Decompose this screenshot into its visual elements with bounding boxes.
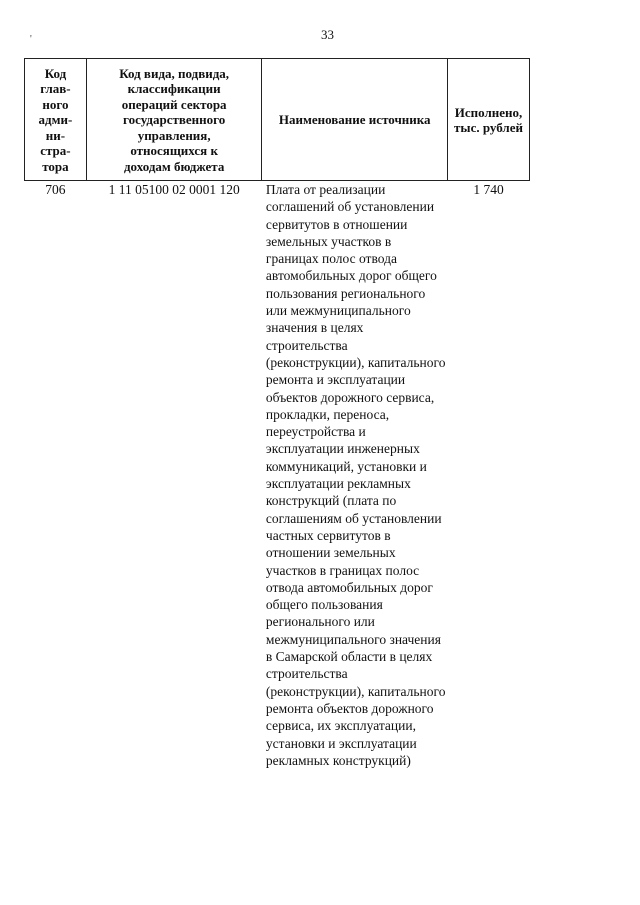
- header-admin-code: [25, 59, 87, 181]
- page-number: 33: [321, 27, 334, 42]
- header-source-name-label: Наименование источника: [278, 112, 431, 128]
- header-executed-label: Исполнено, тыс. рублей: [454, 104, 523, 135]
- revenue-table: [24, 58, 530, 769]
- table-row: [25, 181, 530, 770]
- table-header-row: [25, 59, 530, 181]
- header-classification-code: [86, 59, 262, 181]
- executed-amount-cell: 1 740: [473, 182, 504, 197]
- header-classification-code-label: Код вида, подвида, классификации операций сектора государственного управления, относящихся к доходам бюджета: [119, 65, 230, 174]
- header-executed: [448, 59, 530, 181]
- admin-code-cell: 706: [45, 182, 66, 197]
- classification-code-cell: 1 11 05100 02 0001 120: [108, 182, 240, 197]
- scan-mark: ': [30, 34, 32, 45]
- source-name-cell: Плата от реализации соглашений об установлении сервитутов в отношении земельных участков в границах полос отвода автомобильных дорог общего пользования регионального или межмуниципального значения в целях строительства (реконструкции), капитального ремонта и эксплуатации объектов дорожного сервиса, прокладки, переноса, переустройства и эксплуатации инженерных коммуникаций, установки и эксплуатации рекламных конструкций (плата по соглашениям об установлении частных сервитутов в отношении земельных участков в границах полос отвода автомобильных дорог общего пользования регионального или межмуниципального значения в Самарской области в целях строительства (реконструкции), капитального ремонта объектов дорожного сервиса, их эксплуатации, установки и эксплуатации рекламных конструкций): [265, 182, 446, 768]
- header-source-name: [262, 59, 448, 181]
- header-admin-code-label: Код глав- ного адми- ни- стра- тора: [38, 65, 73, 174]
